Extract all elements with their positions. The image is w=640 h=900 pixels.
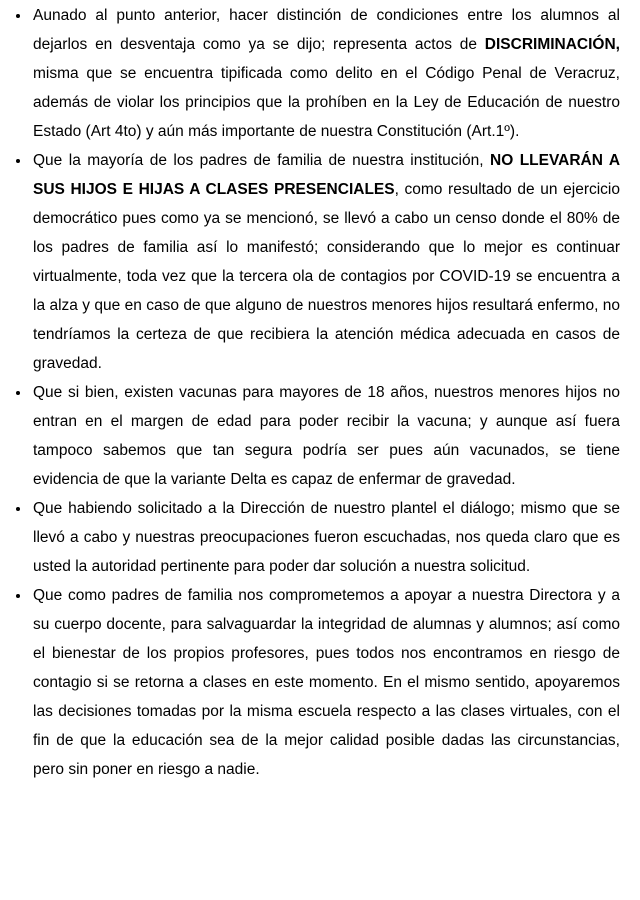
text-segment: Que habiendo solicitado a la Dirección de nuestro plantel el diálogo; mismo que se llevó a cabo y nuestras preocupaciones fueron escuchadas, nos queda claro que es usted la autoridad pertinente para poder dar solución a nuestra solicitud. <box>33 500 620 575</box>
list-item <box>31 581 620 784</box>
bullet-list <box>12 1 620 784</box>
text-segment: Que la mayoría de los padres de familia de nuestra institución, <box>33 152 490 169</box>
list-item <box>31 378 620 494</box>
text-segment: Que como padres de familia nos comprometemos a apoyar a nuestra Directora y a su cuerpo docente, para salvaguardar la integridad de alumnas y alumnos; así como el bienestar de los propios profesores, pues todos nos encontramos en riesgo de contagio si se retorna a clases en este momento. En el mismo sentido, apoyaremos las decisiones tomadas por la misma escuela respecto a las clases virtuales, con el fin de que la educación sea de la mejor calidad posible dadas las circunstancias, pero sin poner en riesgo a nadie. <box>33 587 620 778</box>
text-segment: , como resultado de un ejercicio democrático pues como ya se mencionó, se llevó a cabo un censo donde el 80% de los padres de familia así lo manifestó; considerando que lo mejor es continuar virtualmente, toda vez que la tercera ola de contagios por COVID-19 se encuentra a la alza y que en caso de que alguno de nuestros menores hijos resultará enfermo, no tendríamos la certeza de que recibiera la atención médica adecuada en casos de gravedad. <box>33 181 620 372</box>
text-segment: DISCRIMINACIÓN, <box>484 36 620 53</box>
text-segment: Aunado al punto anterior, hacer distinción de condiciones entre los alumnos al dejarlos en desventaja como ya se dijo; representa actos de <box>33 7 620 53</box>
list-item <box>31 494 620 581</box>
text-segment: Que si bien, existen vacunas para mayores de 18 años, nuestros menores hijos no entran en el margen de edad para poder recibir la vacuna; y aunque así fuera tampoco sabemos que tan segura podría ser pues aún vacunados, se tiene evidencia de que la variante Delta es capaz de enfermar de gravedad. <box>33 384 620 488</box>
list-item <box>31 1 620 146</box>
text-segment: NO LLEVARÁN A SUS HIJOS E HIJAS A CLASES PRESENCIALES <box>33 152 621 198</box>
text-segment: misma que se encuentra tipificada como delito en el Código Penal de Veracruz, además de violar los principios que la prohíben en la Ley de Educación de nuestro Estado (Art 4to) y aún más importante de nuestra Constitución (Art.1º). <box>33 65 620 140</box>
list-item <box>31 146 620 378</box>
